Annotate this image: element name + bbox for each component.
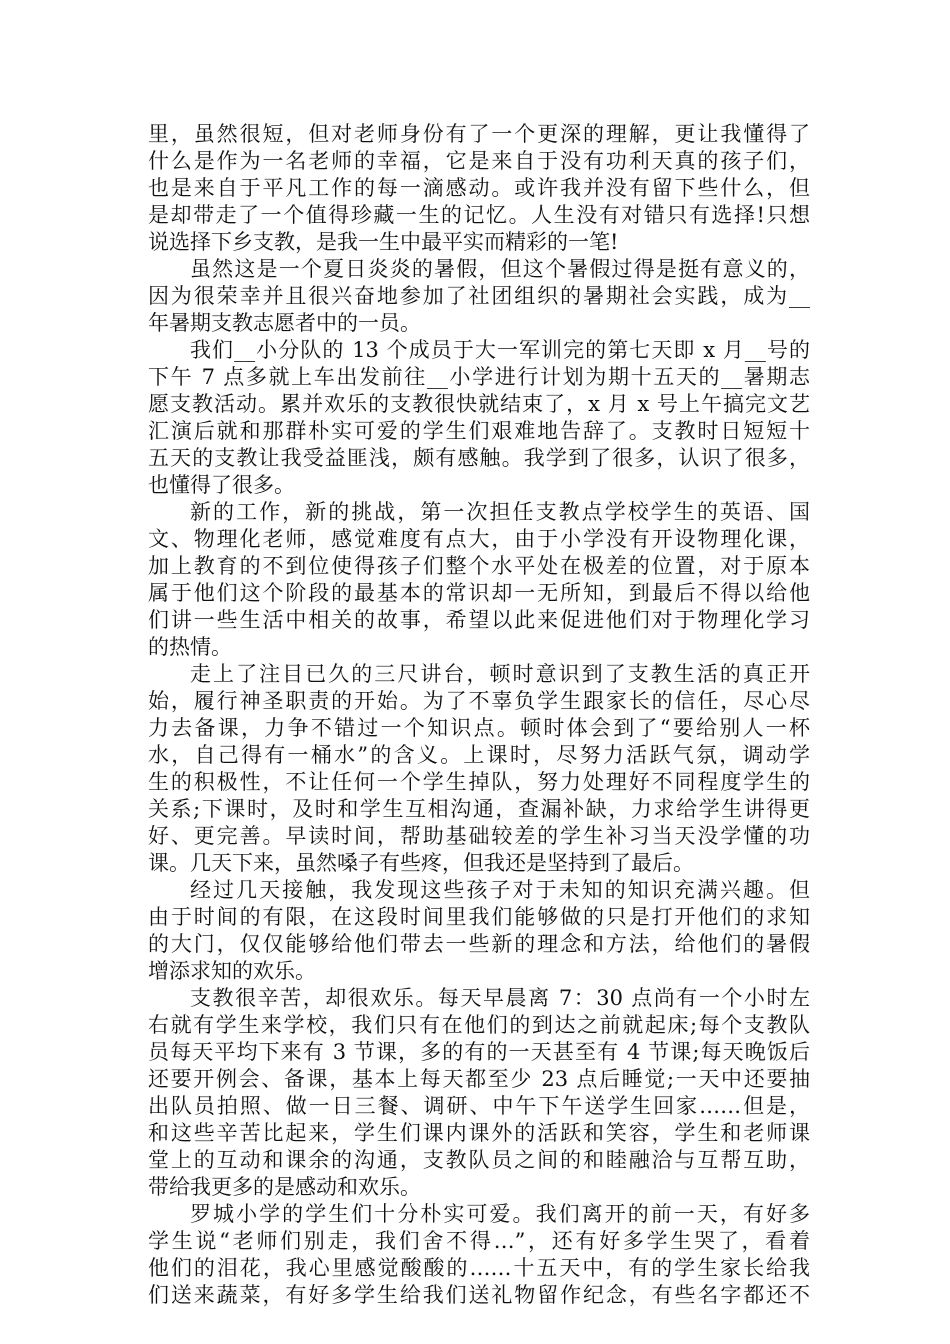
paragraph [148, 877, 810, 985]
text-line: 五天的支教让我受益匪浅，颇有感触。我学到了很多，认识了很多， [148, 446, 810, 470]
text-line: 走上了注目已久的三尺讲台，顿时意识到了支教生活的真正开 [190, 662, 810, 686]
text-line: 的热情。 [148, 635, 232, 659]
paragraph [148, 337, 810, 499]
text-line: 课。几天下来，虽然嗓子有些疼，但我还是坚持到了最后。 [148, 851, 694, 875]
text-line: 们送来蔬菜，有好多学生给我们送礼物留作纪念，有些名字都还不 [148, 1283, 810, 1307]
text-line: 他们的泪花，我心里感觉酸酸的……十五天中，有的学生家长给我 [148, 1256, 810, 1280]
text-line: 关系;下课时，及时和学生互相沟通，查漏补缺，力求给学生讲得更 [148, 797, 810, 821]
text-line: 增添求知的欢乐。 [148, 959, 316, 983]
text-line: 经过几天接触，我发现这些孩子对于未知的知识充满兴趣。但 [190, 878, 810, 902]
text-line: 里，虽然很短，但对老师身份有了一个更深的理解，更让我懂得了 [148, 122, 810, 146]
text-line: 支教很辛苦，却很欢乐。每天早晨离 7：30 点尚有一个小时左 [190, 986, 810, 1010]
text-line: 和这些辛苦比起来，学生们课内课外的活跃和笑容，学生和老师课 [148, 1121, 810, 1145]
text-line: 新的工作，新的挑战，第一次担任支教点学校学生的英语、国 [190, 500, 810, 524]
text-line: 我们__小分队的 13 个成员于大一军训完的第七天即 x 月__号的 [190, 338, 810, 362]
paragraph [148, 661, 810, 877]
text-line: 好、更完善。早读时间，帮助基础较差的学生补习当天没学懂的功 [148, 824, 810, 848]
text-line: 因为很荣幸并且很兴奋地参加了社团组织的暑期社会实践，成为__ [148, 284, 810, 308]
text-line: 文、物理化老师，感觉难度有点大，由于小学没有开设物理化课， [148, 527, 810, 551]
text-line: 什么是作为一名老师的幸福，它是来自于没有功利天真的孩子们， [148, 149, 810, 173]
body-text [148, 121, 810, 1309]
text-line: 力去备课，力争不错过一个知识点。顿时体会到了“要给别人一杯 [148, 716, 810, 740]
paragraph [148, 499, 810, 661]
text-line: 下午 7 点多就上车出发前往__小学进行计划为期十五天的__暑期志 [148, 365, 810, 389]
text-line: 罗城小学的学生们十分朴实可爱。我们离开的前一天，有好多 [190, 1202, 810, 1226]
text-line: 汇演后就和那群朴实可爱的学生们艰难地告辞了。支教时日短短十 [148, 419, 810, 443]
text-line: 生的积极性，不让任何一个学生掉队，努力处理好不同程度学生的 [148, 770, 810, 794]
text-line: 加上教育的不到位使得孩子们整个水平处在极差的位置，对于原本 [148, 554, 810, 578]
text-line: 说选择下乡支教，是我一生中最平实而精彩的一笔! [148, 230, 619, 254]
text-line: 是却带走了一个值得珍藏一生的记忆。人生没有对错只有选择!只想 [148, 203, 810, 227]
paragraph [148, 256, 810, 337]
text-line: 水，自己得有一桶水”的含义。上课时，尽努力活跃气氛，调动学 [148, 743, 810, 767]
text-line: 属于他们这个阶段的最基本的常识却一无所知，到最后不得以给他 [148, 581, 810, 605]
paragraph [148, 985, 810, 1201]
text-line: 们讲一些生活中相关的故事，希望以此来促进他们对于物理化学习 [148, 608, 810, 632]
text-line: 出队员拍照、做一日三餐、调研、中午下午送学生回家……但是， [148, 1094, 810, 1118]
text-line: 带给我更多的是感动和欢乐。 [148, 1175, 421, 1199]
text-line: 年暑期支教志愿者中的一员。 [148, 311, 421, 335]
text-line: 虽然这是一个夏日炎炎的暑假，但这个暑假过得是挺有意义的， [190, 257, 810, 281]
text-line: 由于时间的有限，在这段时间里我们能够做的只是打开他们的求知 [148, 905, 810, 929]
text-line: 始，履行神圣职责的开始。为了不辜负学生跟家长的信任，尽心尽 [148, 689, 810, 713]
paragraph [148, 1201, 810, 1309]
text-line: 也是来自于平凡工作的每一滴感动。或许我并没有留下些什么，但 [148, 176, 810, 200]
text-line: 堂上的互动和课余的沟通，支教队员之间的和睦融洽与互帮互助， [148, 1148, 810, 1172]
text-line: 的大门，仅仅能够给他们带去一些新的理念和方法，给他们的暑假 [148, 932, 810, 956]
text-line: 学生说“老师们别走，我们舍不得…”，还有好多学生哭了，看着 [148, 1229, 810, 1253]
text-line: 也懂得了很多。 [148, 473, 295, 497]
text-line: 愿支教活动。累并欢乐的支教很快就结束了，x 月 x 号上午搞完文艺 [148, 392, 810, 416]
paragraph [148, 121, 810, 256]
text-line: 员每天平均下来有 3 节课，多的有的一天甚至有 4 节课;每天晚饭后 [148, 1040, 810, 1064]
text-line: 还要开例会、备课，基本上每天都至少 23 点后睡觉;一天中还要抽 [148, 1067, 810, 1091]
text-line: 右就有学生来学校，我们只有在他们的到达之前就起床;每个支教队 [148, 1013, 810, 1037]
